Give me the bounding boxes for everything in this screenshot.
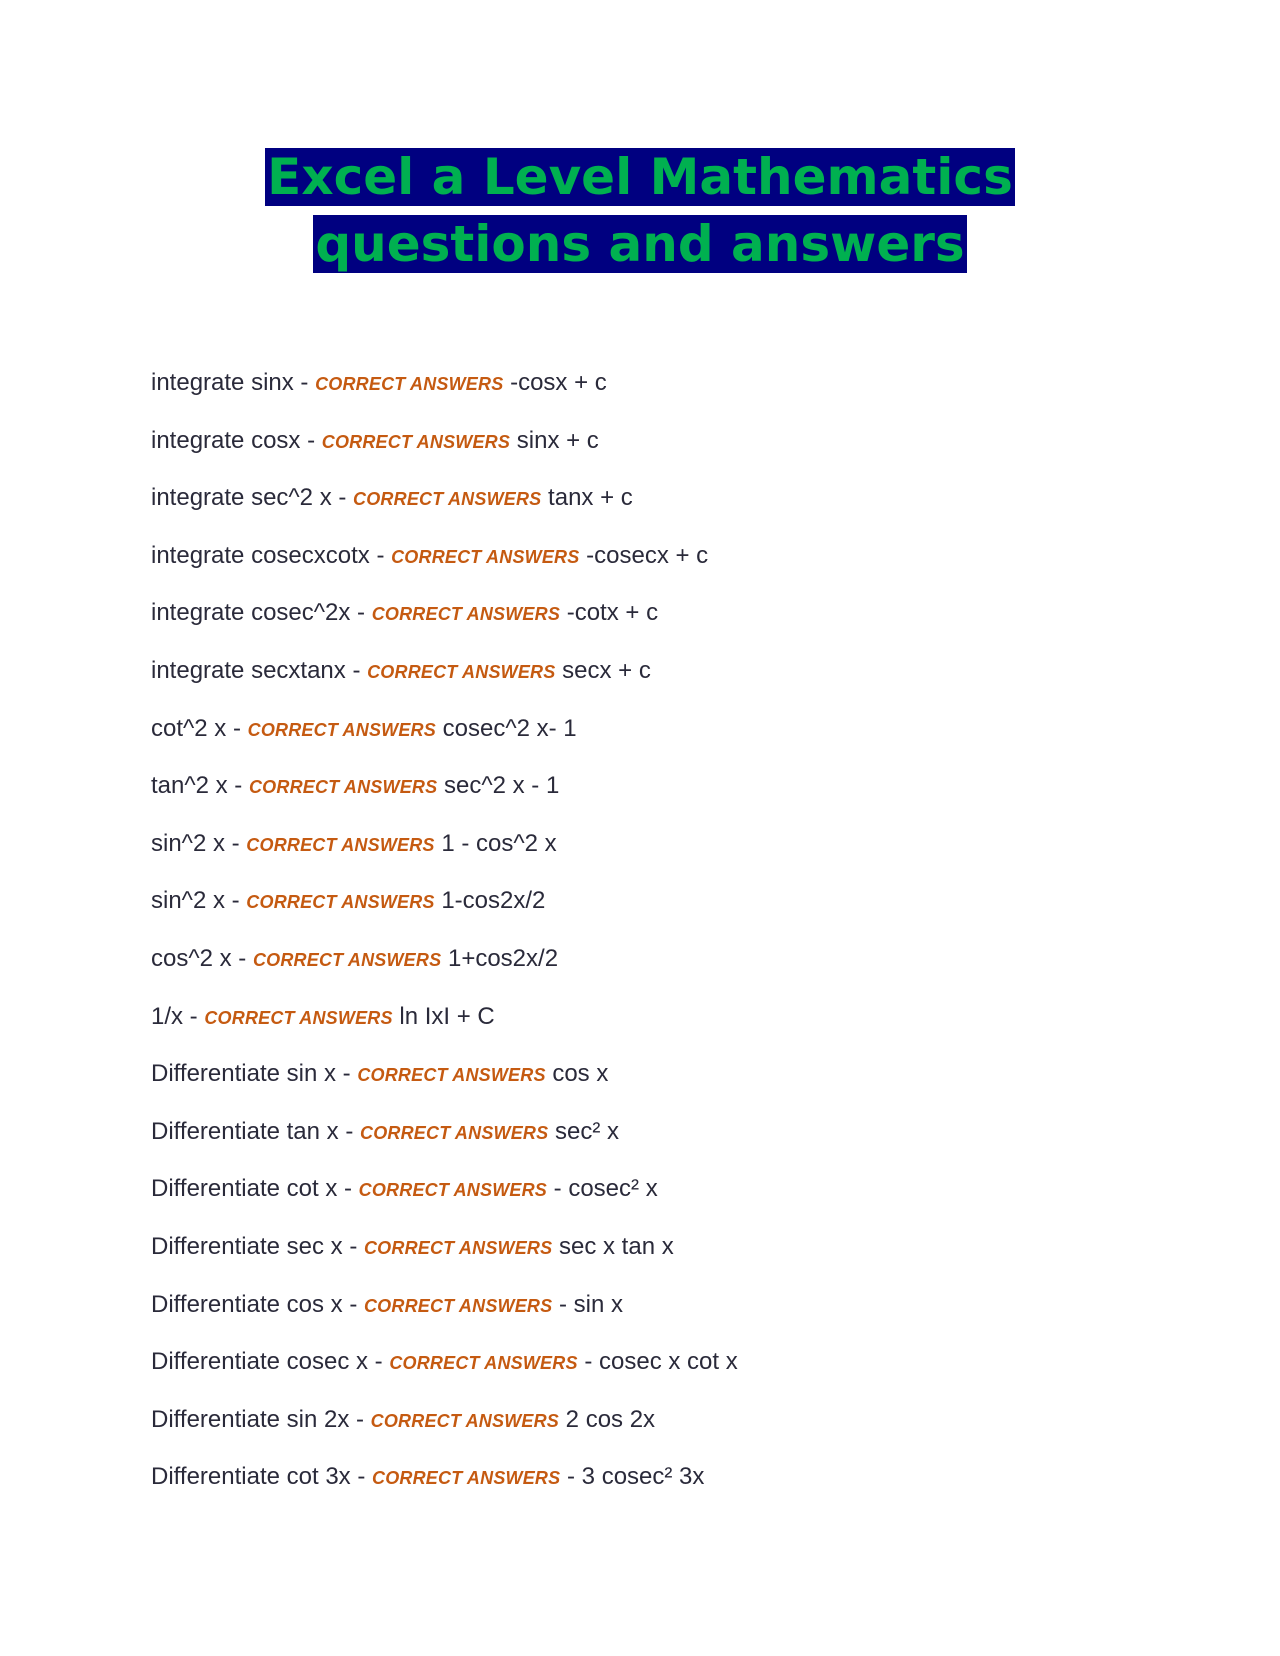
qa-item [151, 1174, 1151, 1232]
qa-item [151, 829, 1151, 887]
correct-answers-label: CORRECT ANSWERS [363, 1295, 553, 1316]
answer-text: cos x [552, 1060, 609, 1088]
question-text: integrate cosec^2x [151, 599, 351, 627]
question-text: integrate secxtanx [151, 656, 346, 684]
separator: - [226, 714, 248, 742]
qa-item [151, 1117, 1151, 1175]
answer-text: sec x tan x [559, 1232, 674, 1260]
question-text: Differentiate sec x [151, 1232, 343, 1260]
qa-item [151, 656, 1151, 714]
question-text: Differentiate cot x [151, 1175, 338, 1203]
question-text: integrate sinx [151, 369, 294, 396]
qa-item [151, 944, 1151, 1002]
answer-text: sec² x [555, 1117, 620, 1145]
answer-text: tanx + c [548, 484, 633, 512]
question-text: integrate sec^2 x [151, 484, 332, 512]
question-text: Differentiate cot 3x [151, 1463, 351, 1491]
separator: - [350, 1463, 372, 1491]
question-text: integrate cosx [151, 426, 301, 454]
correct-answers-label: CORRECT ANSWERS [248, 777, 438, 798]
qa-item [151, 1462, 1151, 1520]
separator: - [345, 656, 368, 684]
correct-answers-label: CORRECT ANSWERS [321, 431, 511, 452]
separator: - [342, 1290, 364, 1318]
correct-answers-label: CORRECT ANSWERS [246, 834, 435, 855]
separator: - [350, 599, 372, 627]
answer-text: ln IxI + C [399, 1002, 495, 1030]
correct-answers-label: CORRECT ANSWERS [353, 489, 542, 510]
qa-item [151, 1232, 1151, 1290]
answer-text: 1-cos2x/2 [441, 887, 546, 915]
separator: - [183, 1002, 205, 1030]
title-line-2: questions and answers [315, 215, 965, 273]
separator: - [369, 541, 392, 569]
answer-text: 1+cos2x/2 [447, 944, 559, 972]
separator: - [224, 829, 247, 857]
question-text: 1/x [151, 1002, 184, 1030]
separator: - [300, 426, 322, 454]
answer-text: sec^2 x - 1 [443, 772, 560, 800]
qa-item [151, 714, 1151, 772]
qa-item [151, 1059, 1151, 1117]
answer-text: 2 cos 2x [565, 1405, 656, 1433]
correct-answers-label: CORRECT ANSWERS [246, 892, 435, 913]
qa-item [151, 1290, 1151, 1348]
correct-answers-label: CORRECT ANSWERS [391, 546, 580, 567]
correct-answers-label: CORRECT ANSWERS [367, 661, 556, 682]
qa-item [151, 368, 1151, 426]
separator: - [331, 484, 354, 512]
correct-answers-label: CORRECT ANSWERS [389, 1353, 578, 1374]
separator: - [227, 772, 249, 800]
qa-item [151, 771, 1151, 829]
separator: - [342, 1232, 364, 1260]
qa-item [151, 541, 1151, 599]
correct-answers-label: CORRECT ANSWERS [252, 949, 442, 970]
qa-item [151, 598, 1151, 656]
title-line-1: Excel a Level Mathematics [267, 148, 1013, 206]
correct-answers-label: CORRECT ANSWERS [315, 374, 504, 394]
correct-answers-label: CORRECT ANSWERS [358, 1180, 547, 1201]
separator: - [368, 1348, 390, 1376]
answer-text: 1 - cos^2 x [441, 829, 557, 857]
correct-answers-label: CORRECT ANSWERS [360, 1122, 549, 1143]
document-title [0, 148, 1280, 282]
separator: - [293, 369, 316, 396]
qa-list [151, 368, 1151, 1520]
correct-answers-label: CORRECT ANSWERS [370, 1410, 559, 1431]
correct-answers-label: CORRECT ANSWERS [357, 1065, 546, 1086]
question-text: cot^2 x [151, 714, 227, 742]
qa-item [151, 886, 1151, 944]
question-text: sin^2 x [151, 887, 225, 915]
question-text: tan^2 x [151, 772, 228, 800]
question-text: sin^2 x [151, 829, 225, 857]
correct-answers-label: CORRECT ANSWERS [204, 1007, 393, 1028]
qa-item [151, 1347, 1151, 1405]
answer-text: - cosec x cot x [584, 1348, 738, 1376]
answer-text: -cosx + c [510, 369, 607, 396]
qa-item [151, 426, 1151, 484]
separator: - [349, 1405, 371, 1433]
question-text: Differentiate cos x [151, 1290, 343, 1318]
question-text: cos^2 x [151, 944, 232, 972]
correct-answers-label: CORRECT ANSWERS [371, 604, 561, 625]
question-text: Differentiate sin x [151, 1060, 336, 1088]
correct-answers-label: CORRECT ANSWERS [372, 1468, 561, 1489]
qa-item [151, 1002, 1151, 1060]
qa-item [151, 483, 1151, 541]
separator: - [335, 1060, 358, 1088]
separator: - [224, 887, 247, 915]
answer-text: -cosecx + c [586, 541, 709, 569]
separator: - [337, 1175, 359, 1203]
answer-text: - sin x [559, 1290, 624, 1318]
answer-text: - cosec² x [553, 1175, 658, 1203]
correct-answers-label: CORRECT ANSWERS [363, 1237, 553, 1258]
question-text: Differentiate sin 2x [151, 1405, 350, 1433]
question-text: Differentiate tan x [151, 1117, 339, 1145]
answer-text: -cotx + c [566, 599, 659, 627]
separator: - [231, 944, 253, 972]
answer-text: cosec^2 x- 1 [442, 714, 577, 742]
separator: - [338, 1117, 360, 1145]
answer-text: - 3 cosec² 3x [567, 1463, 705, 1491]
answer-text: sinx + c [516, 426, 599, 454]
question-text: Differentiate cosec x [151, 1348, 368, 1376]
answer-text: secx + c [562, 656, 651, 684]
qa-item [151, 1405, 1151, 1463]
question-text: integrate cosecxcotx [151, 541, 370, 569]
correct-answers-label: CORRECT ANSWERS [247, 719, 436, 740]
